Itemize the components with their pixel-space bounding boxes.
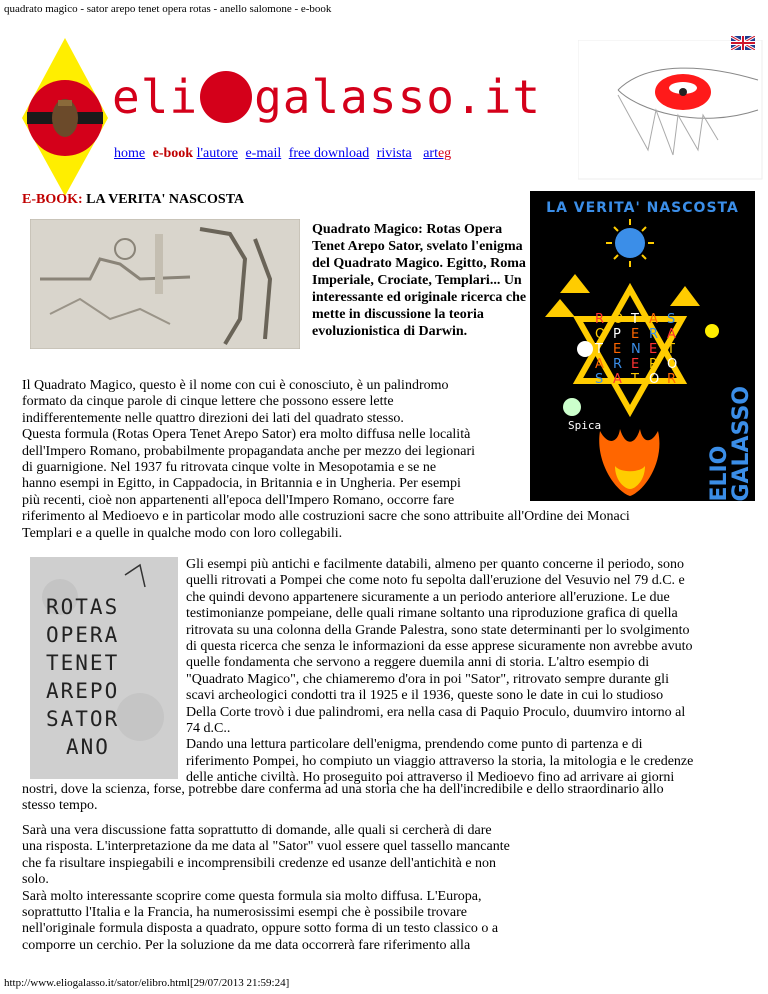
yellow-triangle-shape: [560, 274, 590, 293]
scarab-head-shape: [58, 100, 72, 106]
text-line: nostri, dove la scienza, forse, potrebbe dare conferma ad una storia che ha dell'incredibile e dello straordinario allo: [22, 782, 664, 797]
paragraph-pompeii: [186, 557, 756, 787]
sator-square-letter: A: [595, 357, 604, 372]
graffito-line: SATOR: [46, 707, 120, 731]
text-line: 74 d.C..: [186, 721, 231, 737]
sator-square-letter: O: [649, 372, 660, 387]
sator-square-letter: T: [631, 312, 639, 327]
graffito-line: ANO: [66, 735, 110, 759]
text-line: Il Quadrato Magico, questo è il nome con cui è conosciuto, è un palindromo: [22, 378, 449, 393]
text-line: Questa formula (Rotas Opera Tenet Arepo Sator) era molto diffusa nelle località: [22, 427, 471, 443]
graffito-line: ROTAS: [46, 595, 120, 619]
sator-square-letter: O: [613, 312, 624, 327]
graffito-letters: [46, 593, 119, 761]
text-line: che fa risultare inspiegabili e incomprensibili credenze ed usanze dell'antichità e non: [22, 855, 497, 871]
sator-square-letter: E: [649, 342, 658, 357]
paragraph-intro: [22, 378, 527, 493]
yellow-triangle-shape-2: [545, 299, 575, 317]
sator-square-letter: O: [667, 357, 678, 372]
yellow-planet-shape: [705, 324, 719, 338]
text-line: Dando una lettura particolare dell'enigma, prendendo come punto di partenza e di: [186, 737, 643, 753]
site-emblem: [18, 38, 113, 198]
text-line: nell'originale formula disposta a quadrato, oppure sotto forma di un testo classico o a: [22, 921, 499, 937]
graffito-line: TENET: [46, 651, 120, 675]
sator-square-letter: S: [595, 372, 604, 387]
book-cover-image[interactable]: [530, 191, 755, 501]
main-navigation: [114, 146, 455, 162]
nav-arteg-part-b: eg: [437, 146, 452, 161]
cover-author: ELIO GALASSO: [707, 386, 754, 502]
text-line: indifferentemente nelle quattro direzioni dei lati del quadrato stesso.: [22, 410, 404, 426]
section-heading: LA VERITA' NASCOSTA: [86, 192, 245, 207]
paragraph-pompeii-continued: [22, 782, 762, 815]
text-line: delle antiche civiltà. Ho proseguito poi attraverso il Medioevo fino ad arrivare ai giorni: [186, 770, 675, 786]
sator-square-letter: R: [649, 327, 659, 342]
nav-author-link[interactable]: l'autore: [196, 146, 238, 161]
lead-summary: Quadrato Magico: Rotas Opera Tenet Arepo Sator, svelato l'enigma del Quadrato Magico. Egitto, Roma Imperiale, Crociate, Templari... Un interessante ed originale ricerca che mette in discussione la teoria evoluzionistica di Darwin.: [312, 222, 527, 339]
nav-home-link[interactable]: home: [114, 146, 146, 161]
text-line: Templari e a quelle in qualche modo con loro collegabili.: [22, 525, 343, 541]
cover-title: LA VERITA' NASCOSTA: [546, 200, 739, 216]
text-line: ritrovata su una colonna della Grande Palestra, sono state determinanti per lo svolgimento: [186, 622, 690, 638]
text-line: Sarà molto interessante scoprire come questa formula sia molto diffusa. L'Europa,: [22, 888, 482, 904]
sator-square-letter: T: [667, 342, 675, 357]
sator-graffito-image: [30, 557, 178, 779]
sator-square-letter: T: [631, 372, 639, 387]
text-line: testimonianze pompeiane, delle quali rimane soltanto una riproduzione grafica di quella: [186, 606, 678, 622]
sator-square-letter: N: [631, 342, 641, 357]
nav-arteg-link[interactable]: [423, 146, 451, 161]
sator-square-letter: R: [595, 312, 605, 327]
text-line: Gli esempi più antichi e facilmente databili, almeno per quanto concerne il periodo, sono: [186, 557, 685, 572]
sun-icon: [615, 228, 645, 258]
paragraph-intro-continued: [22, 493, 742, 542]
section-title: [22, 192, 244, 208]
sator-square-letter: A: [649, 312, 658, 327]
cover-sator-square: [595, 312, 685, 387]
sator-square-letter: S: [667, 312, 676, 327]
header-illustration: [578, 40, 763, 180]
sator-square-letter: E: [631, 327, 640, 342]
sator-square-letter: P: [613, 327, 621, 342]
pupil-shape: [679, 88, 687, 96]
text-line: quelli ritrovati a Pompei che come noto fu sepolta dall'eruzione del Vesuvio nel 79 d.C. e: [186, 573, 685, 589]
text-line: Della Corte trovò i due palindromi, era nella casa di Paquio Proculo, duumviro intorno al: [186, 704, 686, 720]
text-line: di questa ricerca che senza le informazioni da esse apprese sicuramente non avrebbe avuto: [186, 639, 693, 655]
text-line: solo.: [22, 872, 49, 888]
white-planet-shape: [577, 341, 593, 357]
text-line: una risposta. L'interpretazione da me data al "Sator" vuol essere quel tassello mancante: [22, 839, 510, 855]
text-line: formato da cinque parole di cinque lettere che possono essere lette: [22, 394, 394, 410]
illustration-frame-shape: [578, 40, 762, 179]
text-line: di guarnigione. Nel 1937 fu ritrovata cinque volte in Mesopotamia e se ne: [22, 460, 437, 476]
text-line: stesso tempo.: [22, 798, 98, 814]
sator-square-letter: O: [595, 327, 606, 342]
cover-spica-label: Spica: [568, 419, 602, 432]
text-line: Sarà una vera discussione fatta soprattutto di domande, alle quali si cercherà di dare: [22, 823, 492, 838]
text-line: scavi archeologici condotti tra il 1925 e il 1936, queste sono le date in cui lo studioso: [186, 688, 664, 704]
sator-square-letter: A: [667, 327, 676, 342]
text-line: riferimento Pompei, ho compiuto un viaggio attraverso la storia, la mitologia e le credenze: [186, 753, 694, 769]
text-line: soprattutto l'Italia e la Francia, ha numerosissimi esempi che è possibile trovare: [22, 905, 467, 921]
text-line: "Quadrato Magico", che chiameremo d'ora in poi "Sator", ritrovato sempre durante gli: [186, 671, 669, 687]
text-line: che quindi devono appartenere sicuramente a un periodo anteriore all'eruzione. Le due: [186, 589, 670, 605]
yellow-triangle-shape-3: [670, 286, 700, 306]
graffito-line: OPERA: [46, 623, 120, 647]
sator-square-letter: R: [667, 372, 677, 387]
text-line: riferimento al Medioevo e in particolar modo alle costruzioni sacre che sono attribuite all'Ordine dei Monaci: [22, 509, 630, 525]
nav-email-link[interactable]: e-mail: [245, 146, 282, 161]
logo-red-dot-icon: [200, 71, 252, 123]
print-header: quadrato magico - sator arepo tenet opera rotas - anello salomone - e-book: [4, 3, 332, 15]
paragraph-discussion: [22, 823, 597, 954]
text-line: quelle fondamenta che servono a reggere duemila anni di storia. L'altro esempio di: [186, 655, 650, 671]
text-line: comporre un cerchio. Per la soluzione da me data occorrerà fare riferimento alla: [22, 937, 471, 953]
logo-text-right: galasso.it: [254, 70, 542, 124]
graffito-line: AREPO: [46, 679, 120, 703]
text-line: dell'Impero Romano, probabilmente propagandata anche per mezzo dei legionari: [22, 443, 476, 459]
sator-square-letter: E: [613, 342, 622, 357]
english-flag-icon[interactable]: [731, 36, 755, 50]
text-line: hanno esempi in Egitto, in Cappadocia, in Britannia e in Ungheria. Per esempi: [22, 476, 461, 492]
sator-square-letter: A: [613, 372, 622, 387]
sator-square-letter: R: [613, 357, 623, 372]
section-kicker: E-BOOK:: [22, 192, 83, 207]
sator-square-letter: P: [649, 357, 657, 372]
spica-star-shape: [563, 398, 581, 416]
egyptian-relief-image: [30, 219, 300, 349]
text-line: più recenti, cioè non appartenenti all'epoca dell'Impero Romano, occorre fare: [22, 493, 455, 508]
logo-text-left: eli: [112, 70, 199, 124]
nav-arteg-part-a: art: [423, 146, 438, 161]
sator-square-letter: T: [595, 342, 603, 357]
nav-download-link[interactable]: free download: [288, 146, 370, 161]
sator-square-letter: E: [631, 357, 640, 372]
nav-ebook-current[interactable]: e-book: [152, 146, 194, 161]
site-logo[interactable]: [112, 70, 541, 124]
print-footer: http://www.eliogalasso.it/sator/elibro.html[29/07/2013 21:59:24]: [4, 977, 290, 989]
nav-magazine-link[interactable]: rivista: [376, 146, 412, 161]
